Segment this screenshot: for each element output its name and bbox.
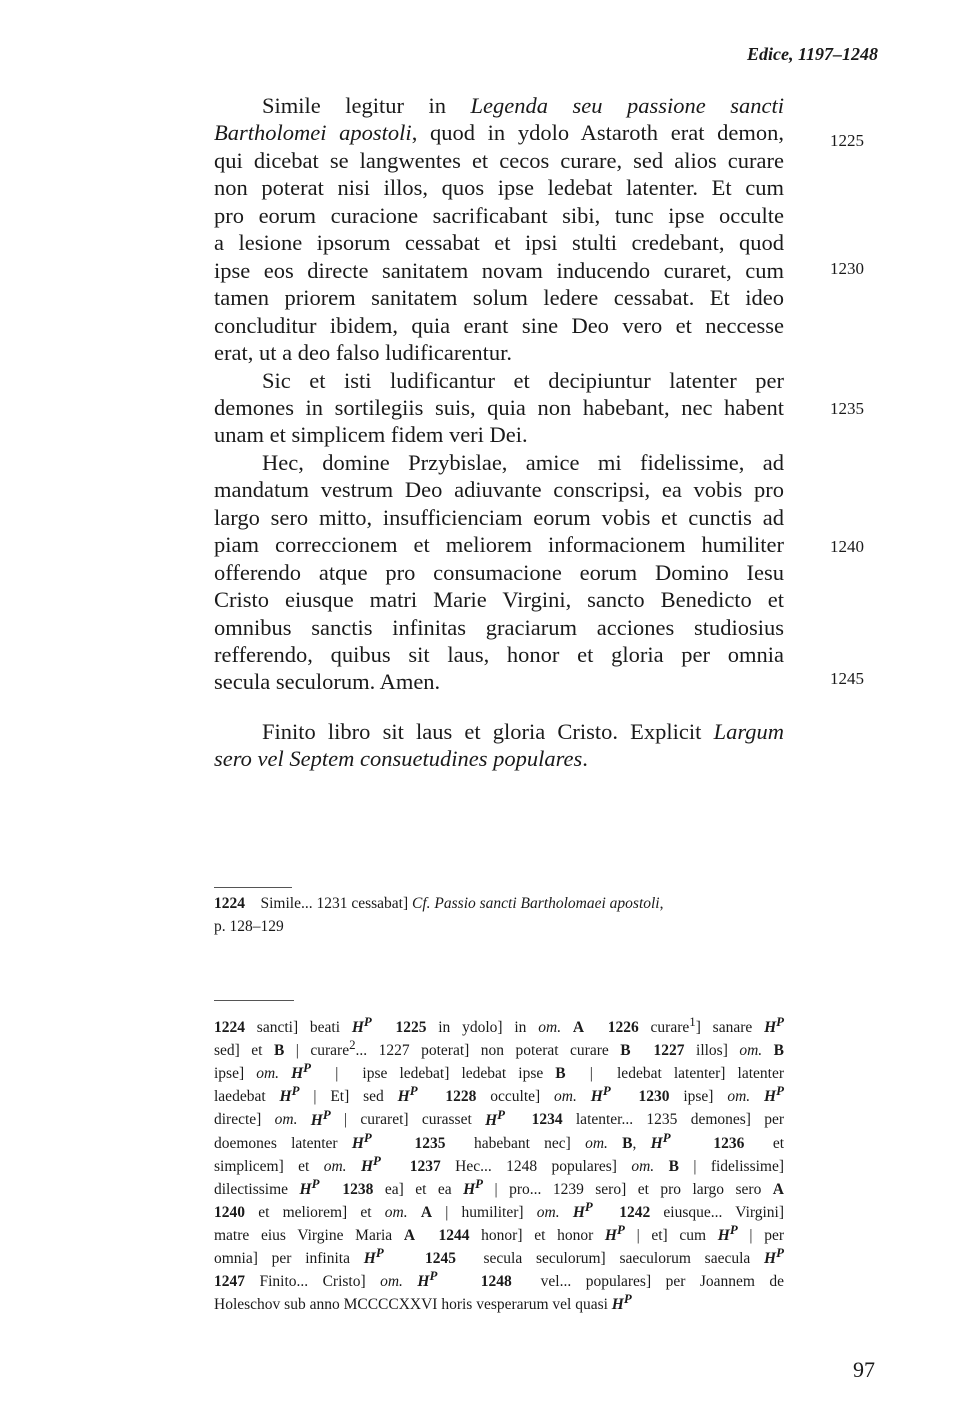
text-line: mandatum vestrum Deo adiuvante conscripsi, ea vobis pro <box>214 477 784 503</box>
text-line: pro eorum curacione sacrificabant sibi, tunc ipse occulte <box>214 202 784 228</box>
source-note-line: p. 128–129 <box>214 918 284 935</box>
apparatus-line: dilectissime $H^P$ 1238 ea] et ea $H^P$ | pro... 1239 sero] et pro largo sero A <box>214 1175 784 1198</box>
text-line: omnibus sanctis infinitas graciarum acciones studiosius <box>214 614 784 640</box>
source-notes-rule <box>214 887 292 888</box>
text-line: tamen priorem sanitatem solum ledere cessabat. Et ideo <box>214 285 784 311</box>
apparatus-line: laedebat $H^P$ | Et] sed $H^P$ 1228 occulte] om. $H^P$ 1230 ipse] om. $H^P$ <box>214 1083 784 1106</box>
line-number: 1235 <box>830 399 864 418</box>
text-line: demones in sortilegiis suis, quia non habebant, nec habent <box>214 394 784 420</box>
apparatus-line: simplicem] et om. $H^P$ 1237 Hec... 1248 populares] om. B | fidelissime] <box>214 1152 785 1175</box>
text-line: offerendo atque pro consumacione eorum Domino Iesu <box>214 559 784 585</box>
line-number: 1230 <box>830 259 864 278</box>
text-line: Sic et isti ludificantur et decipiuntur latenter per <box>262 367 784 393</box>
apparatus-line: sed] et B | curare$^2$... 1227 poterat] non poterat curare B 1227 illos] om. B <box>214 1037 785 1060</box>
apparatus-line: ipse] om. $H^P$ | ipse ledebat] ledebat ipse B | ledebat latenter] latenter <box>214 1060 784 1083</box>
apparatus-line: 1247 Finito... Cristo] om. $H^P$ 1248 vel... populares] per Joannem de <box>214 1268 785 1291</box>
apparatus-line: doemones latenter $H^P$ 1235 habebant nec] om. B, $H^P$ 1236 et <box>214 1129 785 1152</box>
apparatus-line: Holeschov sub anno MCCCCXXVI horis vesperarum vel quasi $H^P$ <box>214 1291 632 1314</box>
text-line: unam et simplicem fidem veri Dei. <box>214 422 528 448</box>
text-line: ipse eos directe sanitatem novam inducendo curaret, cum <box>214 257 784 283</box>
text-line: largo sero mitto, insufficienciam eorum vobis et cunctis ad <box>214 504 784 530</box>
text-line: piam correccionem et meliorem informacionem humiliter <box>214 532 784 558</box>
apparatus-line: matre eius Virgine Maria A 1244 honor] et honor $H^P$ | et] cum $H^P$ | per <box>214 1221 785 1245</box>
text-line: Bartholomei apostoli, quod in ydolo Astaroth erat demon, <box>214 120 785 146</box>
explicit-line: sero vel Septem consuetudines populares. <box>214 746 588 771</box>
text-line: Hec, domine Przybislae, amice mi fidelissime, ad <box>262 449 784 475</box>
apparatus-line: directe] om. $H^P$ | curaret] curasset $H^P$ 1234 latenter... 1235 demones] per <box>214 1106 785 1129</box>
source-note-line: 1224 Simile... 1231 cessabat] Cf. Passio sancti Bartholomaei apostoli, <box>214 895 664 912</box>
text-line: non poterat nisi illos, quos ipse ledebat latenter. Et cum <box>214 175 784 201</box>
text-line: Cristo eiusque matri Marie Virgini, sancto Benedicto et <box>214 587 784 613</box>
page-number: 97 <box>853 1357 875 1382</box>
line-number: 1240 <box>830 537 864 556</box>
text-line: qui dicebat se langwentes et cecos curare, sed alios curare <box>214 147 784 173</box>
apparatus-rule <box>214 1000 294 1001</box>
text-line: erat, ut a deo falso ludificarentur. <box>214 340 513 366</box>
line-number: 1225 <box>830 131 864 150</box>
text-line: a lesione ipsorum cessabat et ipsi stulti credebant, quod <box>214 230 784 256</box>
text-line: concluditur ibidem, quia erant sine Deo vero et neccesse <box>214 312 784 338</box>
apparatus-line: omnia] per infinita $H^P$ 1245 secula seculorum] saeculorum saecula $H^P$ <box>214 1245 784 1268</box>
text-line: Simile legitur in Legenda seu passione sancti <box>262 93 784 118</box>
text-line: refferendo, quibus sit laus, honor et gloria per omnia <box>214 642 784 667</box>
line-number: 1245 <box>830 669 864 688</box>
apparatus-line: 1224 sancti] beati $H^P$ 1225 in ydolo] in om. A 1226 curare$^1$] sanare $H^P$ <box>214 1014 785 1037</box>
text-line: secula seculorum. Amen. <box>214 669 441 695</box>
explicit-line: Finito libro sit laus et gloria Cristo. Explicit Largum <box>262 719 784 744</box>
apparatus-line: 1240 et meliorem] et om. A | humiliter] om. $H^P$ 1242 eiusque... Virgini] <box>214 1198 785 1221</box>
running-head: Edice, 1197–1248 <box>747 44 878 64</box>
